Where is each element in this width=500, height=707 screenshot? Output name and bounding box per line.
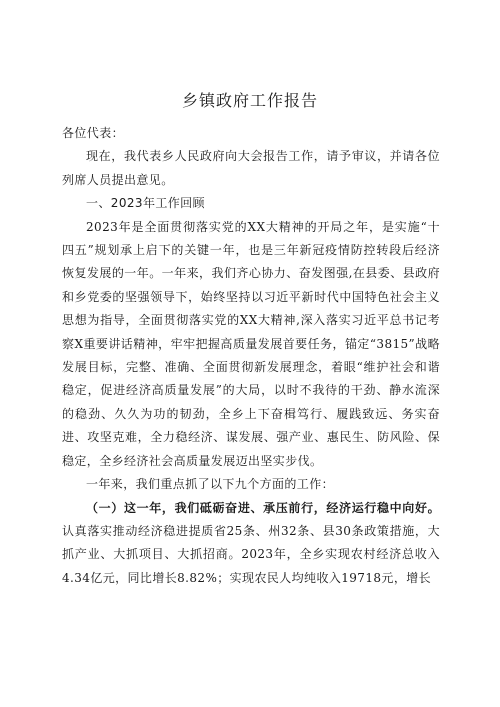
- document-body: [62, 122, 440, 590]
- intro-paragraph: 现在，我代表乡人民政府向大会报告工作，请予审议，并请各位列席人员提出意见。: [62, 149, 440, 187]
- section-heading: 一、2023年工作回顾: [86, 196, 205, 211]
- subsection-heading: （一）这一年，我们砥砺奋进、承压前行，经济运行稳中向好。: [86, 500, 440, 515]
- body-paragraph: 2023年是全面贯彻落实党的XX大精神的开局之年，是实施“十四五”规划承上启下的关键一年，也是三年新冠疫情防控转段后经济恢复发展的一年。一年来，我们齐心协力、奋发图强,在县委、县政府和乡党委的坚强领导下，始终坚持以习近平新时代中国特色社会主义思想为指导，全面贯彻落实党的XX大精神,深入落实习近平总书记考察X重要讲话精神，牢牢把握高质量发展首要任务，锚定“3815”战略发展目标，完整、准确、全面贯彻新发展理念，着眼“维护社会和谐稳定，促进经济高质量发展”的大局，以时不我待的干劲、静水流深的稳劲、久久为功的韧劲，全乡上下奋楫笃行、履践致远、务实奋进、攻坚克难，全力稳经济、谋发展、强产业、惠民生、防风险、保稳定，全乡经济社会高质量发展迈出坚实步伐。: [62, 219, 440, 468]
- subsection-text: 认真落实推动经济稳进提质省25条、州32条、县30条政策措施，大抓产业、大抓项目、大抓招商。2023年，全乡实现农村经济总收入4.34亿元，同比增长8.82%；实现农民人均纯收入19718元，增长: [62, 523, 440, 585]
- document-title: 乡镇政府工作报告: [181, 91, 318, 110]
- salutation: 各位代表：: [62, 126, 125, 140]
- body-paragraph: 一年来，我们重点抓了以下九个方面的工作：: [86, 477, 335, 492]
- subsection-paragraph: [62, 497, 440, 591]
